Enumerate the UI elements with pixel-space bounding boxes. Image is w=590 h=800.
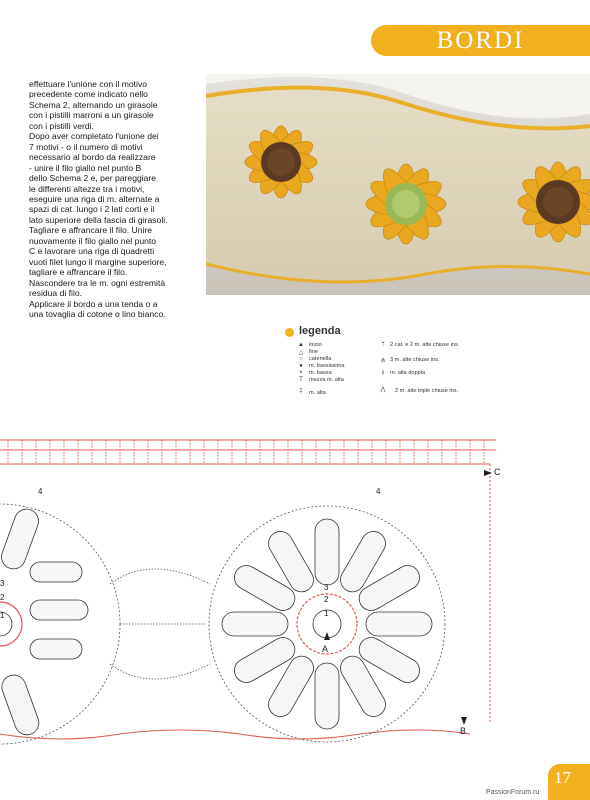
- text-line: Schema 2, alternando un girasole: [29, 99, 158, 110]
- text-line: C e lavorare una riga di quadretti: [29, 246, 155, 257]
- legend-item: 2 cat. e 2 m. alte chiuse ins.: [390, 342, 460, 348]
- legend-item: m. alta doppia: [390, 370, 426, 376]
- text-line: eseguire una riga di m. alternate a: [29, 193, 160, 204]
- legend-item: inizio: [309, 342, 322, 348]
- page-number-badge: [548, 764, 590, 800]
- text-line: nuovamente il filo giallo nel punto: [29, 235, 157, 246]
- text-line: Dopo aver completato l'unione dei: [29, 131, 159, 142]
- text-line: Tagliare e affrancare il filo. Unire: [29, 225, 153, 236]
- cluster-3-icon: ⋔: [380, 358, 386, 364]
- watermark: PassionForum.ru: [486, 789, 540, 796]
- text-line: vuoti filet lungo il margine superiore,: [29, 256, 167, 267]
- end-icon: △: [298, 350, 304, 356]
- legend-item: 3 m. alte chiuse ins.: [390, 357, 440, 363]
- text-line: con i pistilli marroni a un girasole: [29, 110, 154, 121]
- label-round-3b: 3: [324, 583, 329, 592]
- legend-bullet-icon: [285, 328, 294, 337]
- label-a: A: [322, 644, 329, 654]
- text-line: dello Schema 2 e, per pareggiare: [29, 173, 157, 184]
- text-line: - unire il filo giallo nel punto B: [29, 162, 142, 173]
- legend-item: 2 m. alte triple chiuse ins.: [395, 388, 459, 394]
- section-header-bar: [371, 25, 590, 56]
- single-crochet-icon: ×: [299, 370, 303, 376]
- page-number: 17: [554, 768, 571, 787]
- text-line: 7 motivi - o il numero di motivi: [29, 141, 143, 152]
- legend-item: catenella: [309, 356, 332, 362]
- text-line: tagliare e affrancare il filo.: [29, 267, 128, 278]
- text-line: con i pistilli verdi.: [29, 120, 94, 131]
- double-crochet-icon: ‡: [299, 388, 303, 394]
- text-line: necessario al bordo da realizzare: [29, 152, 156, 163]
- text-line: residua di filo.: [29, 288, 83, 299]
- legend-title: legenda: [299, 325, 341, 337]
- label-round-4: 4: [38, 487, 43, 496]
- label-b: B: [460, 726, 467, 736]
- legend-item: m. bassa: [309, 370, 332, 376]
- text-line: le differenti altezze tra i motivi,: [29, 183, 145, 194]
- stitch-legend: [283, 326, 523, 406]
- joining-chains: [110, 569, 210, 679]
- cluster-2-icon: ᛘ: [381, 342, 385, 348]
- label-c: C: [494, 467, 500, 477]
- text-line: precedente come indicato nello: [29, 89, 148, 100]
- label-round-1b: 1: [324, 609, 329, 618]
- label-round-2b: 2: [324, 595, 329, 604]
- label-round-1: 1: [0, 611, 5, 620]
- start-icon: ▲: [298, 342, 304, 348]
- text-line: Nascondere tra le m. ogni estremità: [29, 277, 166, 288]
- section-title: BORDI: [436, 27, 525, 54]
- text-line: lato superiore della fascia di girasoli.: [29, 214, 168, 225]
- triple-cluster-icon: ⋀: [380, 387, 386, 393]
- label-round-4b: 4: [376, 487, 381, 496]
- text-line: spazi di cat. lungo i 2 lati corti e il: [29, 204, 155, 215]
- crochet-schema-diagram: [0, 434, 500, 750]
- legend-item: mezza m. alta: [309, 377, 344, 383]
- text-line: effettuare l'unione con il motivo: [29, 79, 148, 89]
- chain-icon: ○: [299, 356, 303, 362]
- slip-stitch-icon: ●: [299, 363, 303, 369]
- instructions-text: [29, 79, 207, 319]
- sunflower-border-photo: [206, 74, 590, 295]
- flower-motif-left: [0, 504, 120, 744]
- legend-item: fine: [309, 349, 319, 355]
- flower-motif-right: [209, 506, 445, 742]
- legend-item: m. bassissima: [309, 363, 345, 369]
- half-double-icon: T: [299, 377, 303, 383]
- label-round-2: 2: [0, 593, 5, 602]
- treble-icon: ⫲: [382, 370, 384, 376]
- text-line: una tovaglia di cotone o lino bianco.: [29, 308, 166, 319]
- label-round-3: 3: [0, 579, 5, 588]
- legend-item: m. alta: [309, 390, 326, 396]
- crochet-schema-svg: [0, 434, 500, 750]
- text-line: Applicare il bordo a una tenda o a: [29, 298, 158, 309]
